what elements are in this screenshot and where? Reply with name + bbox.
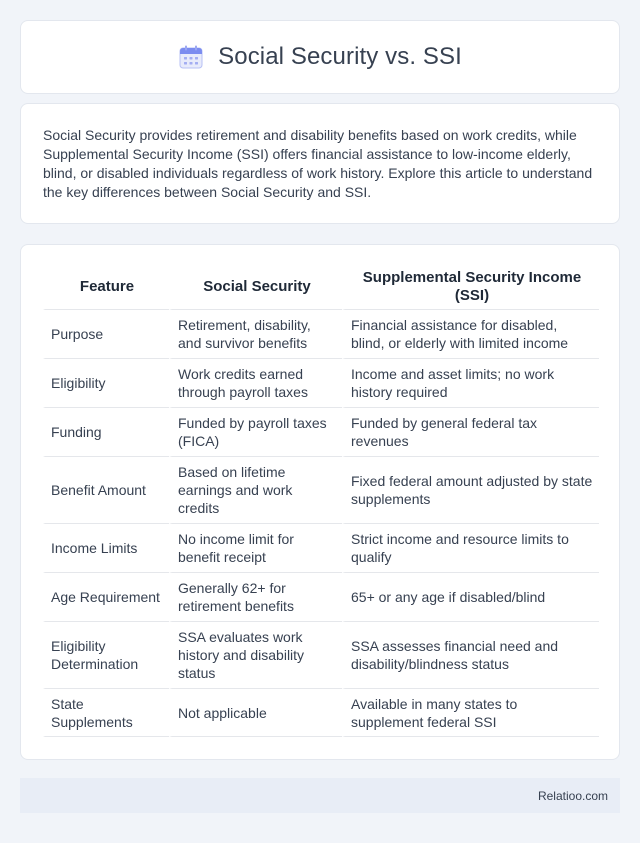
- page-title: Social Security vs. SSI: [218, 43, 462, 70]
- table-row: [43, 456, 599, 523]
- table-cell: Funded by payroll taxes (FICA): [169, 407, 342, 456]
- table-cell: Retirement, disability, and survivor benefits: [169, 309, 342, 358]
- table-row: [43, 407, 599, 456]
- table-cell: Work credits earned through payroll taxes: [169, 358, 342, 407]
- table-row: [43, 688, 599, 737]
- table-cell: Eligibility: [43, 358, 169, 407]
- table-cell: Available in many states to supplement federal SSI: [342, 688, 599, 737]
- table-cell: Generally 62+ for retirement benefits: [169, 572, 342, 621]
- header-ssi: Supplemental Security Income (SSI): [342, 265, 599, 309]
- table-cell: SSA assesses financial need and disability/blindness status: [342, 621, 599, 688]
- table-cell: Eligibility Determination: [43, 621, 169, 688]
- table-cell: Purpose: [43, 309, 169, 358]
- table-row: [43, 523, 599, 572]
- table-cell: Age Requirement: [43, 572, 169, 621]
- table-cell: Fixed federal amount adjusted by state supplements: [342, 456, 599, 523]
- calendar-icon: [178, 44, 204, 70]
- table-cell: Financial assistance for disabled, blind, or elderly with limited income: [342, 309, 599, 358]
- footer: [20, 778, 620, 813]
- table-cell: Benefit Amount: [43, 456, 169, 523]
- table-row: [43, 358, 599, 407]
- comparison-table: [43, 265, 599, 737]
- table-cell: Strict income and resource limits to qualify: [342, 523, 599, 572]
- table-row: [43, 572, 599, 621]
- table-cell: Based on lifetime earnings and work credits: [169, 456, 342, 523]
- table-cell: SSA evaluates work history and disability status: [169, 621, 342, 688]
- table-row: [43, 309, 599, 358]
- intro-card: [20, 103, 620, 224]
- header-social-security: Social Security: [169, 265, 342, 309]
- table-row: [43, 621, 599, 688]
- footer-site-link[interactable]: Relatioo.com: [537, 788, 608, 803]
- table-header-row: [43, 265, 599, 309]
- header-card: [20, 20, 620, 94]
- table-cell: State Supplements: [43, 688, 169, 737]
- comparison-table-card: [20, 244, 620, 760]
- table-cell: Funding: [43, 407, 169, 456]
- table-cell: No income limit for benefit receipt: [169, 523, 342, 572]
- table-cell: Income Limits: [43, 523, 169, 572]
- table-cell: Income and asset limits; no work history required: [342, 358, 599, 407]
- intro-text: Social Security provides retirement and disability benefits based on work credits, while Supplemental Security Income (SSI) offers financial assistance to low-income elderly, blind, or disabled individuals regardless of work history. Explore this article to understand the key differences between Social Security and SSI.: [43, 127, 593, 200]
- header-feature: Feature: [43, 265, 169, 309]
- table-cell: Not applicable: [169, 688, 342, 737]
- table-cell: 65+ or any age if disabled/blind: [342, 572, 599, 621]
- table-cell: Funded by general federal tax revenues: [342, 407, 599, 456]
